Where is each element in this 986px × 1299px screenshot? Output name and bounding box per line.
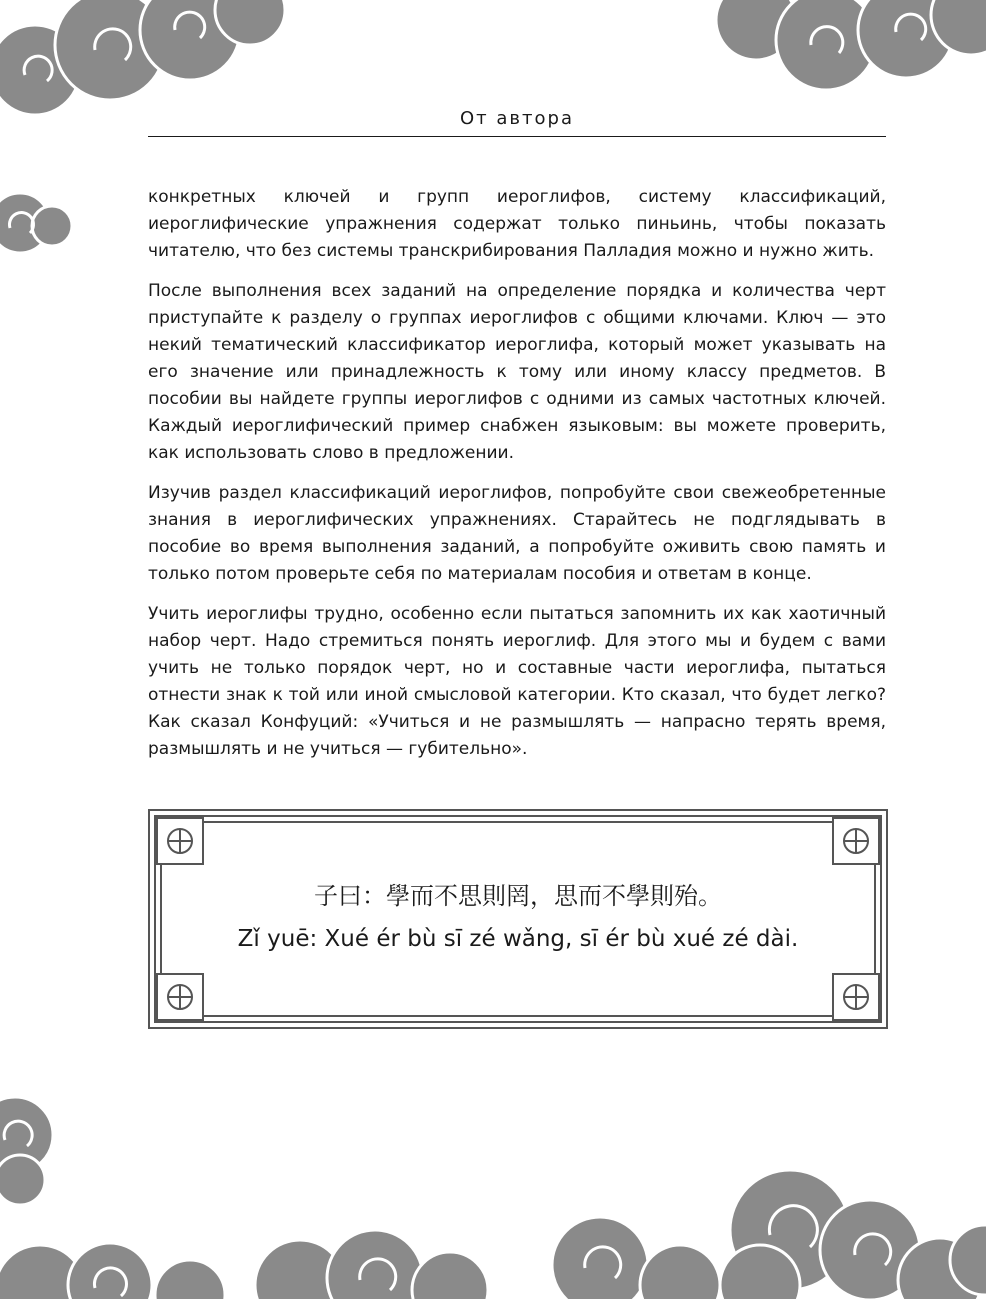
quote-pinyin: Zǐ yuē: Xué ér bù sī zé wǎng, sī ér bù xué zé dài.	[237, 926, 799, 952]
paragraph: Изучив раздел классификаций иероглифов, попробуйте свои свежеобретенные знания в иероглифических упражнениях. Старайтесь не подглядывать в пособие во время выполнения заданий, а попробуйте оживить свою память и только потом проверьте себя по материалам пособия и ответам в конце.	[148, 483, 886, 584]
paragraph: Учить иероглифы трудно, особенно если пытаться запомнить их как хаотичный набор черт. Надо стремиться понять иероглиф. Для этого мы и будем с вами учить не только порядок черт, но и составные части иероглифа, пытаться отнести знак к той или иной смысловой категории. Кто сказал, что будет легко? Как сказал Конфуций: «Учиться и не размышлять — напрасно терять время, размышлять и не учиться — губительно».	[148, 604, 886, 759]
quote-chinese: 子曰：學而不思則罔，思而不學則殆。	[314, 882, 722, 910]
body-text	[148, 184, 886, 776]
cloud-ornament-top-left	[0, 0, 290, 120]
cloud-ornament-bottom	[0, 1160, 986, 1299]
paragraph: После выполнения всех заданий на определение порядка и количества черт приступайте к разделу о группах иероглифов с общими ключами. Ключ — это некий тематический классификатор иероглифа, который может указывать на его значение или принадлежность к тому или иному классу предметов. В пособии вы найдете группы иероглифов с одними из самых частотных ключей. Каждый иероглифический пример снабжен языковым: вы можете проверить, как использовать слово в предложении.	[148, 281, 886, 463]
paragraph: конкретных ключей и групп иероглифов, систему классификаций, иероглифические упражнения содержат только пиньинь, чтобы показать читателю, что без системы транскрибирования Палладия можно и нужно жить.	[148, 187, 886, 261]
cloud-ornament-top-right	[716, 0, 986, 100]
quote-box	[145, 806, 891, 1032]
knot-ornament-icon	[157, 818, 879, 1020]
header-divider	[148, 136, 886, 137]
ornamental-frame	[145, 806, 891, 1032]
running-header-title: От автора	[460, 108, 574, 129]
cloud-ornament-left-middle	[0, 188, 75, 258]
